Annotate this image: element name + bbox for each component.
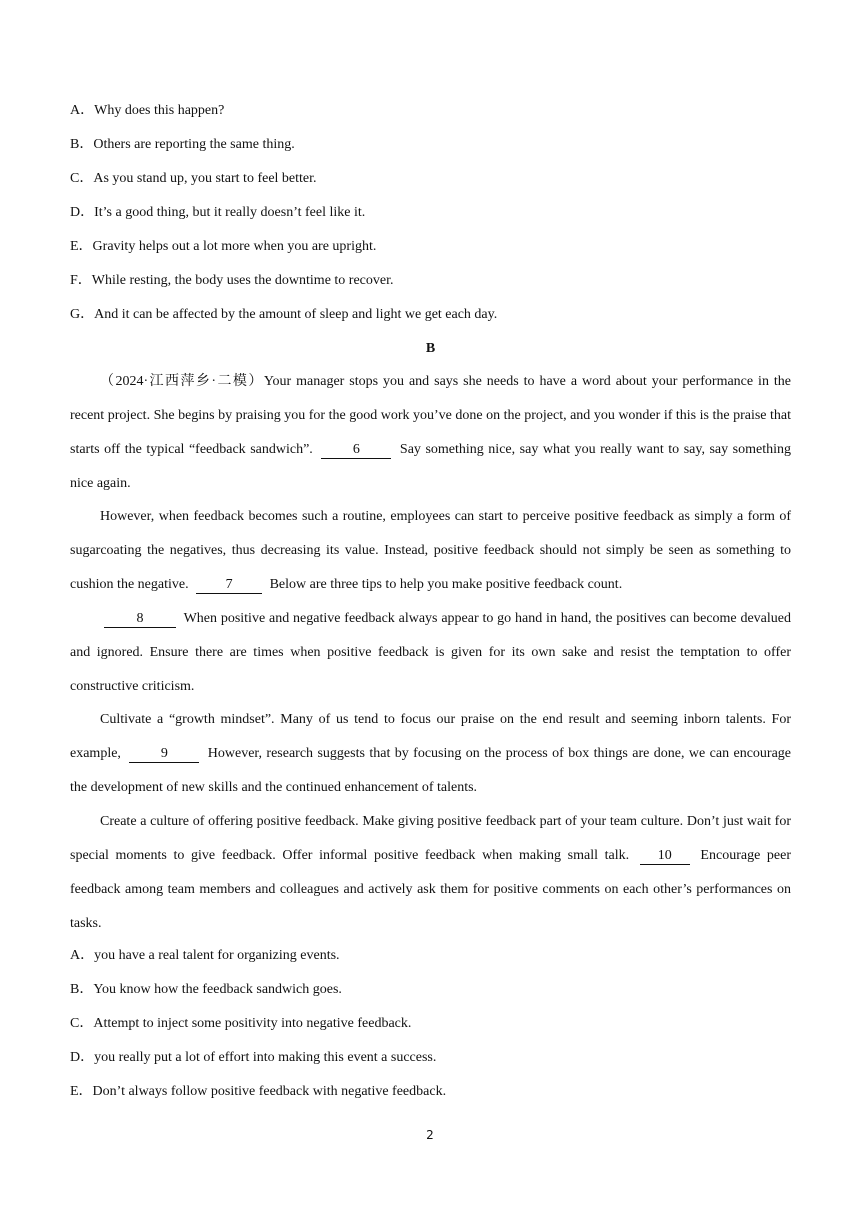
paragraph-1-text-b: Say something nice, say what you really want to say, say something nice again.: [70, 442, 792, 491]
option-g-top: G．And it can be affected by the amount of sleep and light we get each day.: [70, 307, 498, 322]
option-e-top: E．Gravity helps out a lot more when you are upright.: [70, 239, 377, 254]
blank-8: 8: [104, 610, 176, 628]
paragraph-3-text-b: When positive and negative feedback always appear to go hand in hand, the positives can become devalued and ignored. Ensure there are times when positive feedback is given for its own sake and resist the temptation to offer constructive criticism.: [70, 611, 791, 694]
page-number: 2: [426, 1128, 434, 1142]
paragraph-4-text-b: However, research suggests that by focusing on the process of box things are done, we can encourage the development of new skills and the continued enhancement of talents.: [70, 746, 792, 795]
paragraph-1-text-a: Your manager stops you and says she needs to have a word about your performance in the recent project. She begins by praising you for the good work you’ve done on the project, and you wonder if this is the praise that starts off the typical “feedback sandwich”.: [70, 374, 791, 457]
option-f-top: F．While resting, the body uses the downtime to recover.: [70, 273, 394, 288]
paragraph-4-text-a: Cultivate a “growth mindset”. Many of us tend to focus our praise on the end result and seeming inborn talents. For example,: [70, 712, 791, 761]
blank-10: 10: [640, 847, 690, 865]
source-tag: （2024·江西萍乡·二模）: [100, 374, 264, 389]
option-c-top: C．As you stand up, you start to feel better.: [70, 171, 317, 186]
blank-9: 9: [129, 745, 199, 763]
paragraph-2-text-a: However, when feedback becomes such a routine, employees can start to perceive positive feedback as simply a form of sugarcoating the negatives, thus decreasing its value. Instead, positive feedback should not simply be seen as something to cushion the negative.: [70, 509, 791, 592]
paragraph-4: [70, 703, 791, 805]
option-a-top: A．Why does this happen?: [70, 103, 225, 118]
section-heading: B: [425, 341, 436, 356]
option-a-bottom: A．you have a real talent for organizing events.: [70, 948, 340, 963]
option-c-bottom: C．Attempt to inject some positivity into negative feedback.: [70, 1016, 412, 1031]
paragraph-5-text-b: Encourage peer feedback among team members and colleagues and actively ask them for positive comments on each other’s performances on tasks.: [70, 848, 792, 931]
paragraph-3: [70, 602, 791, 704]
option-b-top: B．Others are reporting the same thing.: [70, 137, 295, 152]
option-e-bottom: E．Don’t always follow positive feedback with negative feedback.: [70, 1084, 447, 1099]
paragraph-1: [70, 365, 791, 501]
paragraph-2-text-b: Below are three tips to help you make positive feedback count.: [269, 577, 623, 592]
paragraph-5: [70, 805, 791, 941]
option-b-bottom: B．You know how the feedback sandwich goes.: [70, 982, 342, 997]
paragraph-2: [70, 500, 791, 602]
blank-7: 7: [196, 576, 262, 594]
blank-6: 6: [321, 441, 391, 459]
option-d-top: D．It’s a good thing, but it really doesn’t feel like it.: [70, 205, 366, 220]
option-d-bottom: D．you really put a lot of effort into making this event a success.: [70, 1050, 437, 1065]
paragraph-5-text-a: Create a culture of offering positive feedback. Make giving positive feedback part of your team culture. Don’t just wait for special moments to give feedback. Offer informal positive feedback when making small talk.: [70, 814, 791, 863]
